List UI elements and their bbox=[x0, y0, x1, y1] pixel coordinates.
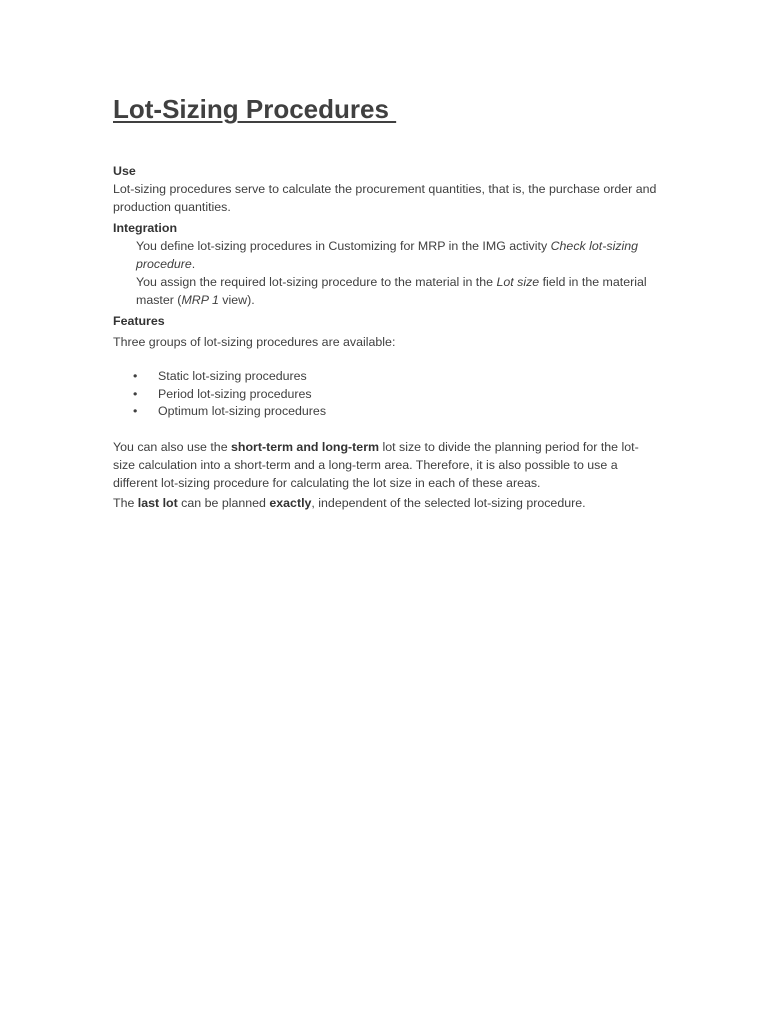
emphasis-short-long-term: short-term and long-term bbox=[231, 439, 380, 454]
list-item-label: Period lot-sizing procedures bbox=[158, 386, 312, 401]
integration-text: . bbox=[191, 257, 196, 271]
img-activity-name: Check lot-sizing procedure bbox=[136, 239, 639, 271]
list-item bbox=[113, 386, 658, 404]
integration-text: You define lot-sizing procedures in Customizing for MRP in the IMG activity bbox=[136, 239, 551, 253]
integration-paragraph-2 bbox=[113, 273, 658, 309]
paragraph-text: can be planned bbox=[177, 495, 270, 510]
emphasis-last-lot: last lot bbox=[137, 495, 178, 510]
integration-text: view). bbox=[218, 293, 255, 307]
bullet-icon: • bbox=[133, 369, 138, 383]
bullet-icon: • bbox=[133, 386, 138, 401]
paragraph-text: lot size to divide the planning period for the lot-size calculation into a short-term and a long-term area. Therefore, it is also possible to use a different lot-sizing procedure for calculating the lot size in each of these areas. bbox=[113, 439, 639, 490]
paragraph-text: The bbox=[113, 495, 138, 510]
procedure-groups-list bbox=[113, 368, 658, 421]
view-name-mrp1: MRP 1 bbox=[181, 293, 219, 307]
section-heading-use: Use bbox=[113, 164, 136, 178]
paragraph-text: , independent of the selected lot-sizing procedure. bbox=[311, 495, 586, 510]
list-item bbox=[113, 403, 658, 421]
section-heading-features: Features bbox=[113, 314, 165, 328]
section-heading-integration: Integration bbox=[113, 221, 178, 235]
document-body bbox=[113, 162, 658, 512]
features-intro: Three groups of lot-sizing procedures are available: bbox=[113, 335, 396, 349]
list-item-label: Static lot-sizing procedures bbox=[158, 369, 307, 383]
field-name-lot-size: Lot size bbox=[496, 275, 540, 289]
list-item bbox=[113, 368, 658, 386]
page-title: Lot-Sizing Procedures bbox=[113, 94, 397, 124]
integration-paragraph-1 bbox=[113, 237, 658, 273]
short-long-term-paragraph bbox=[113, 438, 658, 492]
use-paragraph: Lot-sizing procedures serve to calculate the procurement quantities, that is, the purchase order and production quantities. bbox=[113, 182, 657, 214]
paragraph-text: You can also use the bbox=[113, 439, 232, 454]
list-item-label: Optimum lot-sizing procedures bbox=[158, 404, 327, 419]
emphasis-exactly: exactly bbox=[269, 495, 312, 510]
integration-text: You assign the required lot-sizing procedure to the material in the bbox=[136, 275, 497, 289]
integration-text: field in the material master ( bbox=[136, 275, 647, 307]
last-lot-paragraph bbox=[113, 494, 658, 512]
bullet-icon: • bbox=[133, 404, 138, 419]
